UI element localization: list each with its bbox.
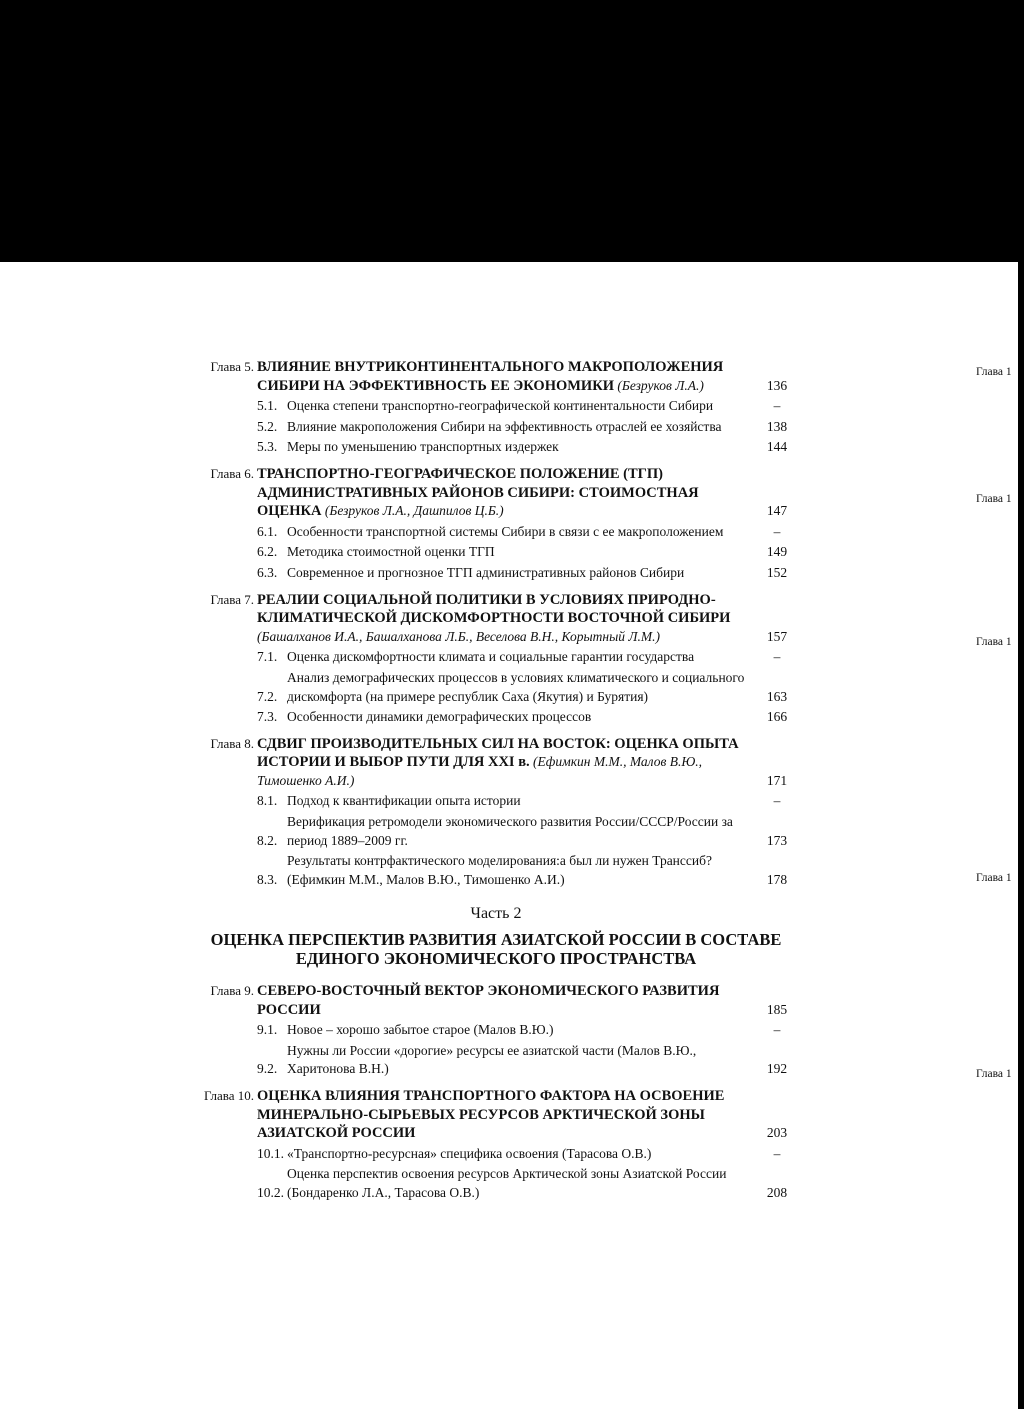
section-entry xyxy=(257,1145,796,1164)
part-label: Часть 2 xyxy=(470,905,522,923)
chapter-page-number: 203 xyxy=(766,1125,788,1141)
section-entry xyxy=(257,1165,796,1202)
side-chapter-label: Глава 1 xyxy=(976,872,1012,884)
side-chapter-label: Глава 1 xyxy=(976,366,1012,378)
section-number: 9.2. xyxy=(257,1061,278,1077)
section-title: Подход к квантификации опыта истории xyxy=(287,793,521,809)
chapter-title-text xyxy=(257,358,758,395)
section-entry xyxy=(257,543,796,562)
section-number: 5.1. xyxy=(257,398,278,414)
section-number: 7.2. xyxy=(257,688,278,704)
section-entry xyxy=(257,1021,796,1040)
section-number: 10.1. xyxy=(257,1145,284,1161)
section-title: Меры по уменьшению транспортных издержек xyxy=(287,439,559,455)
chapter-authors: (Безруков Л.А.) xyxy=(617,377,704,393)
section-page-number: 149 xyxy=(766,544,788,560)
part-title: ОЦЕНКА ПЕРСПЕКТИВ РАЗВИТИЯ АЗИАТСКОЙ РОССИИ В СОСТАВЕ ЕДИНОГО ЭКОНОМИЧЕСКОГО ПРОСТРАНСТВА xyxy=(210,930,782,969)
section-page-number: 208 xyxy=(766,1184,788,1200)
section-title: Нужны ли России «дорогие» ресурсы ее азиатской части (Малов В.Ю., Харитонова В.Н.) xyxy=(287,1042,697,1077)
section-number: 5.2. xyxy=(257,418,278,434)
scan-dark-band xyxy=(0,0,1024,262)
section-title: Верификация ретромодели экономического развития России/СССР/России за период 1889–2009 гг. xyxy=(287,814,733,848)
chapter-title: ОЦЕНКА ВЛИЯНИЯ ТРАНСПОРТНОГО ФАКТОРА НА ОСВОЕНИЕ МИНЕРАЛЬНО-СЫРЬЕВЫХ РЕСУРСОВ АРКТИЧЕСКОЙ ЗОНЫ АЗИАТСКОЙ РОССИИ xyxy=(257,1088,725,1142)
section-title: Оценка дискомфортности климата и социальные гарантии государства xyxy=(287,649,695,665)
section-title: Оценка степени транспортно-географической континентальности Сибири xyxy=(287,398,714,414)
section-page-number: 173 xyxy=(766,832,788,848)
section-number: 8.1. xyxy=(257,793,278,809)
section-entry xyxy=(257,438,796,457)
section-number: 7.3. xyxy=(257,709,278,725)
section-page-number: 144 xyxy=(766,439,788,455)
chapter-body xyxy=(257,735,796,890)
section-title: Особенности транспортной системы Сибири в связи с ее макроположением xyxy=(287,523,724,539)
section-page-number: – xyxy=(773,793,781,809)
section-entry xyxy=(257,397,796,416)
section-title: Новое – хорошо забытое старое (Малов В.Ю.) xyxy=(287,1022,554,1038)
side-chapter-label: Глава 1 xyxy=(976,1068,1012,1080)
chapter-page-number: 136 xyxy=(766,377,788,393)
section-number: 5.3. xyxy=(257,439,278,455)
chapter-title: СДВИГ ПРОИЗВОДИТЕЛЬНЫХ СИЛ НА ВОСТОК: ОЦЕНКА ОПЫТА ИСТОРИИ И ВЫБОР ПУТИ ДЛЯ XXI в. xyxy=(257,735,739,771)
book-page xyxy=(0,262,1024,1409)
chapter-title: РЕАЛИИ СОЦИАЛЬНОЙ ПОЛИТИКИ В УСЛОВИЯХ ПРИРОДНО-КЛИМАТИЧЕСКОЙ ДИСКОМФОРТНОСТИ ВОСТОЧНОЙ СИБИРИ xyxy=(257,591,731,627)
section-entry xyxy=(257,708,796,727)
section-entry xyxy=(257,523,796,542)
section-entry xyxy=(257,852,796,889)
section-entry xyxy=(257,792,796,811)
chapter-title: ВЛИЯНИЕ ВНУТРИКОНТИНЕНТАЛЬНОГО МАКРОПОЛОЖЕНИЯ СИБИРИ НА ЭФФЕКТИВНОСТЬ ЕЕ ЭКОНОМИКИ xyxy=(257,359,724,394)
side-chapter-label: Глава 1 xyxy=(976,493,1012,505)
chapter-title-text xyxy=(257,735,758,791)
chapter-authors: (Безруков Л.А., Дашпилов Ц.Б.) xyxy=(324,503,504,519)
section-entry xyxy=(257,648,796,667)
chapter-body xyxy=(257,465,796,583)
section-page-number: 178 xyxy=(766,871,788,887)
chapter-title-text xyxy=(257,1087,758,1143)
chapter-entry xyxy=(196,982,796,1079)
section-page-number: – xyxy=(773,1022,781,1038)
chapter-body xyxy=(257,358,796,457)
section-page-number: 152 xyxy=(766,564,788,580)
table-of-contents xyxy=(196,358,796,1203)
section-title: Особенности динамики демографических процессов xyxy=(287,709,592,725)
chapter-entry xyxy=(196,465,796,583)
section-entry xyxy=(257,1042,796,1079)
chapter-authors: (Ефимкин М.М., Малов В.Ю., Тимошенко А.И.) xyxy=(257,754,702,788)
section-number: 8.3. xyxy=(257,871,278,887)
chapter-page-number: 147 xyxy=(766,503,788,519)
section-entry xyxy=(257,813,796,850)
chapter-label: Глава 5. xyxy=(210,359,254,374)
section-page-number: 138 xyxy=(766,418,788,434)
section-title: «Транспортно-ресурсная» специфика освоения (Тарасова О.В.) xyxy=(287,1145,652,1161)
chapter-title-row xyxy=(257,1087,796,1143)
section-number: 9.1. xyxy=(257,1022,278,1038)
section-number: 8.2. xyxy=(257,832,278,848)
chapter-authors: (Башалханов И.А., Башалханова Л.Б., Веселова В.Н., Корытный Л.М.) xyxy=(257,628,660,644)
chapter-entry xyxy=(196,358,796,457)
section-page-number: – xyxy=(773,523,781,539)
chapter-title-row xyxy=(257,358,796,395)
section-number: 10.2. xyxy=(257,1184,284,1200)
chapter-label: Глава 7. xyxy=(210,591,254,607)
chapter-body xyxy=(257,982,796,1079)
section-entry xyxy=(257,418,796,437)
chapter-title-row xyxy=(257,591,796,647)
chapter-label: Глава 6. xyxy=(210,465,254,481)
chapter-title: ТРАНСПОРТНО-ГЕОГРАФИЧЕСКОЕ ПОЛОЖЕНИЕ (ТГП) АДМИНИСТРАТИВНЫХ РАЙОНОВ СИБИРИ: СТОИМОСТНАЯ ОЦЕНКА xyxy=(257,465,699,520)
chapter-page-number: 157 xyxy=(766,628,788,644)
section-title: Анализ демографических процессов в условиях климатического и социального дискомфорта (на примере республик Саха (Якутия) и Бурятия) xyxy=(287,669,745,704)
section-title: Результаты контрфактического моделирования:а был ли нужен Транссиб? (Ефимкин М.М., Малов В.Ю., Тимошенко А.И.) xyxy=(287,853,712,887)
chapter-page-number: 171 xyxy=(766,772,788,788)
chapter-title-row xyxy=(257,735,796,791)
chapter-label: Глава 9. xyxy=(210,983,254,999)
section-number: 6.3. xyxy=(257,564,278,580)
chapter-entry xyxy=(196,591,796,727)
chapter-title-text xyxy=(257,591,758,647)
chapter-page-number: 185 xyxy=(766,1001,788,1017)
section-page-number: 166 xyxy=(766,709,788,725)
chapter-entry xyxy=(196,735,796,890)
chapter-title-text xyxy=(257,982,758,1019)
section-page-number: – xyxy=(773,1145,781,1161)
chapter-body xyxy=(257,1087,796,1203)
section-title: Оценка перспектив освоения ресурсов Арктической зоны Азиатской России (Бондаренко Л.А., Тарасова О.В.) xyxy=(287,1166,727,1200)
chapter-title-row xyxy=(257,982,796,1019)
chapter-label: Глава 10. xyxy=(203,1088,254,1103)
chapter-label: Глава 8. xyxy=(210,735,254,751)
section-title: Методика стоимостной оценки ТГП xyxy=(287,544,495,560)
chapter-title: СЕВЕРО-ВОСТОЧНЫЙ ВЕКТОР ЭКОНОМИЧЕСКОГО РАЗВИТИЯ РОССИИ xyxy=(257,983,720,1018)
section-number: 7.1. xyxy=(257,649,278,665)
chapter-entry xyxy=(196,1087,796,1203)
section-number: 6.1. xyxy=(257,523,278,539)
section-entry xyxy=(257,669,796,706)
section-title: Влияние макроположения Сибири на эффективность отраслей ее хозяйства xyxy=(287,418,722,434)
chapter-title-text xyxy=(257,465,758,521)
chapter-title-row xyxy=(257,465,796,521)
section-page-number: – xyxy=(773,649,781,665)
side-chapter-label: Глава 1 xyxy=(976,636,1012,648)
section-page-number: 192 xyxy=(766,1061,788,1077)
section-number: 6.2. xyxy=(257,544,278,560)
section-page-number: 163 xyxy=(766,688,788,704)
chapter-body xyxy=(257,591,796,727)
section-entry xyxy=(257,564,796,583)
section-page-number: – xyxy=(773,398,781,414)
section-title: Современное и прогнозное ТГП административных районов Сибири xyxy=(287,564,685,580)
